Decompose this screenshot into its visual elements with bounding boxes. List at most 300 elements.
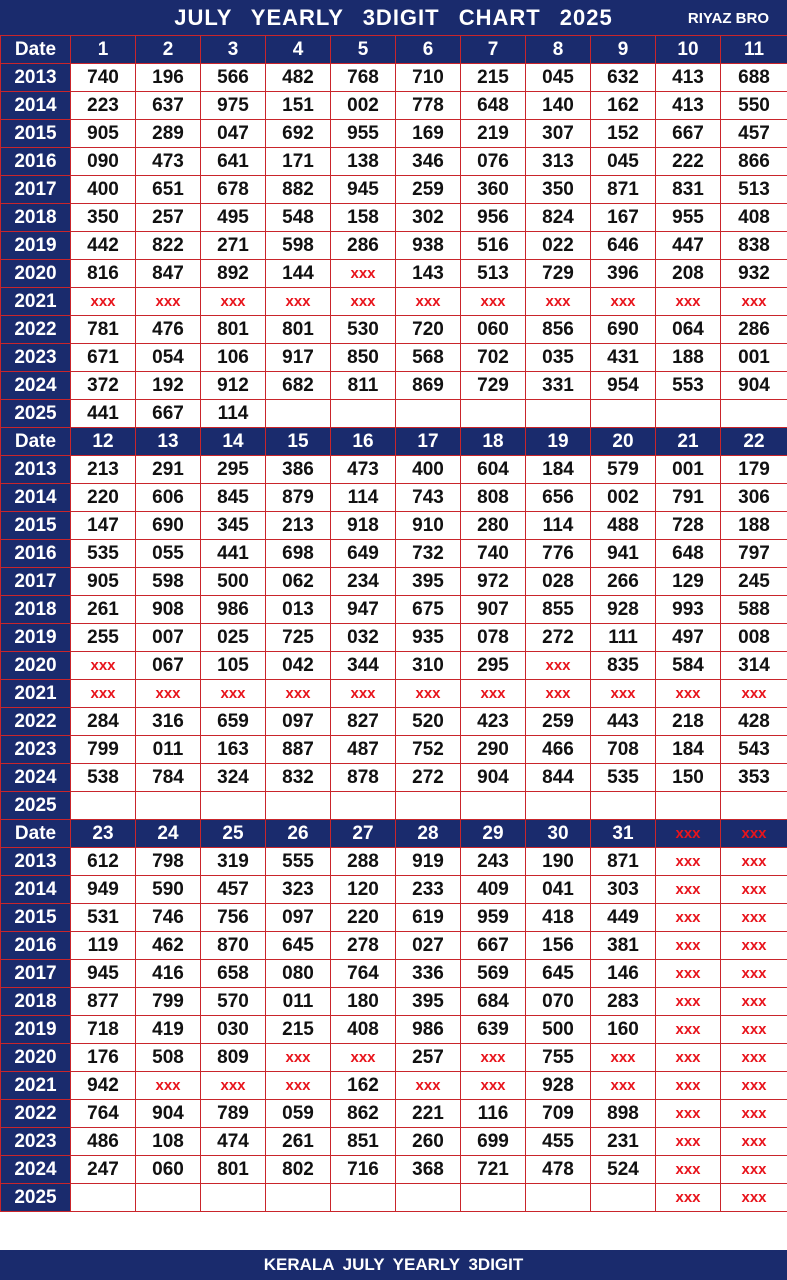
result-cell: 590 <box>136 876 201 904</box>
year-cell: 2016 <box>1 540 71 568</box>
table-row <box>1 568 787 596</box>
result-cell: xxx <box>721 932 787 960</box>
result-cell: 045 <box>526 64 591 92</box>
year-cell: 2015 <box>1 120 71 148</box>
result-cell: 482 <box>266 64 331 92</box>
result-cell: xxx <box>266 1044 331 1072</box>
result-cell: 314 <box>721 652 787 680</box>
result-cell: 234 <box>331 568 396 596</box>
result-cell: 645 <box>526 960 591 988</box>
result-cell: 692 <box>266 120 331 148</box>
result-cell: 001 <box>721 344 787 372</box>
result-cell: 151 <box>266 92 331 120</box>
result-cell: 261 <box>266 1128 331 1156</box>
day-header-cell: 25 <box>201 820 266 848</box>
result-cell: xxx <box>656 1156 721 1184</box>
result-cell: 856 <box>526 316 591 344</box>
day-header-cell: 24 <box>136 820 201 848</box>
table-row <box>1 176 787 204</box>
result-cell: 862 <box>331 1100 396 1128</box>
result-cell: 478 <box>526 1156 591 1184</box>
result-cell: 928 <box>526 1072 591 1100</box>
result-cell: 568 <box>396 344 461 372</box>
result-cell: 190 <box>526 848 591 876</box>
table-row <box>1 596 787 624</box>
result-cell: 316 <box>136 708 201 736</box>
result-cell: 171 <box>266 148 331 176</box>
table-row <box>1 512 787 540</box>
result-cell: 835 <box>591 652 656 680</box>
day-header-cell: 10 <box>656 36 721 64</box>
result-cell: 938 <box>396 232 461 260</box>
result-cell: 488 <box>591 512 656 540</box>
result-cell: 035 <box>526 344 591 372</box>
result-cell: 272 <box>526 624 591 652</box>
result-cell: 486 <box>71 1128 136 1156</box>
result-cell <box>136 792 201 820</box>
result-cell: 500 <box>526 1016 591 1044</box>
result-cell: 163 <box>201 736 266 764</box>
table-row <box>1 1184 787 1212</box>
result-cell: xxx <box>591 1072 656 1100</box>
result-cell: 768 <box>331 64 396 92</box>
result-cell: 162 <box>331 1072 396 1100</box>
result-cell: 905 <box>71 568 136 596</box>
result-cell: 538 <box>71 764 136 792</box>
result-cell: 278 <box>331 932 396 960</box>
result-cell: 064 <box>656 316 721 344</box>
result-cell: 959 <box>461 904 526 932</box>
result-cell: xxx <box>71 652 136 680</box>
result-cell: 986 <box>396 1016 461 1044</box>
day-header-cell: 5 <box>331 36 396 64</box>
table-row <box>1 932 787 960</box>
year-cell: 2022 <box>1 316 71 344</box>
result-cell: 400 <box>396 456 461 484</box>
result-cell: 632 <box>591 64 656 92</box>
result-cell <box>396 400 461 428</box>
result-cell: 907 <box>461 596 526 624</box>
result-cell: xxx <box>201 1072 266 1100</box>
table-row <box>1 792 787 820</box>
result-cell: 688 <box>721 64 787 92</box>
table-row <box>1 456 787 484</box>
table-row <box>1 1100 787 1128</box>
result-cell: 257 <box>136 204 201 232</box>
result-cell: xxx <box>721 960 787 988</box>
result-cell: 495 <box>201 204 266 232</box>
result-cell: 755 <box>526 1044 591 1072</box>
day-header-cell: 19 <box>526 428 591 456</box>
result-cell: 395 <box>396 988 461 1016</box>
result-cell: 871 <box>591 176 656 204</box>
result-cell: 368 <box>396 1156 461 1184</box>
result-cell: xxx <box>396 680 461 708</box>
result-cell: 708 <box>591 736 656 764</box>
result-cell: 871 <box>591 848 656 876</box>
result-cell: 910 <box>396 512 461 540</box>
result-cell: 176 <box>71 1044 136 1072</box>
result-cell: 866 <box>721 148 787 176</box>
result-cell: 350 <box>71 204 136 232</box>
result-cell: 070 <box>526 988 591 1016</box>
result-cell: 513 <box>461 260 526 288</box>
result-cell <box>656 792 721 820</box>
result-cell: 678 <box>201 176 266 204</box>
day-header-cell: 4 <box>266 36 331 64</box>
result-cell: 025 <box>201 624 266 652</box>
result-cell: 138 <box>331 148 396 176</box>
result-cell: xxx <box>656 1016 721 1044</box>
table-row <box>1 988 787 1016</box>
date-header-cell: Date <box>1 428 71 456</box>
result-cell: 917 <box>266 344 331 372</box>
year-cell: 2021 <box>1 288 71 316</box>
year-cell: 2022 <box>1 708 71 736</box>
result-cell: 222 <box>656 148 721 176</box>
year-cell: 2013 <box>1 64 71 92</box>
result-cell: xxx <box>266 1072 331 1100</box>
result-cell: 816 <box>71 260 136 288</box>
result-cell: 331 <box>526 372 591 400</box>
result-cell: 271 <box>201 232 266 260</box>
day-header-cell: 21 <box>656 428 721 456</box>
result-cell: 346 <box>396 148 461 176</box>
result-cell: xxx <box>526 652 591 680</box>
day-header-cell: 30 <box>526 820 591 848</box>
result-cell <box>526 1184 591 1212</box>
table-row <box>1 904 787 932</box>
result-cell: 042 <box>266 652 331 680</box>
result-cell: 219 <box>461 120 526 148</box>
result-cell: 855 <box>526 596 591 624</box>
result-cell: 105 <box>201 652 266 680</box>
table-row <box>1 848 787 876</box>
result-cell: 487 <box>331 736 396 764</box>
table-row <box>1 876 787 904</box>
result-cell: 725 <box>266 624 331 652</box>
result-cell: 500 <box>201 568 266 596</box>
result-cell: 598 <box>266 232 331 260</box>
result-cell: 869 <box>396 372 461 400</box>
result-cell: xxx <box>201 680 266 708</box>
year-cell: 2020 <box>1 652 71 680</box>
result-cell: 413 <box>656 64 721 92</box>
result-cell: 208 <box>656 260 721 288</box>
result-cell: xxx <box>656 904 721 932</box>
result-cell: xxx <box>656 876 721 904</box>
result-cell: xxx <box>721 988 787 1016</box>
result-cell: 257 <box>396 1044 461 1072</box>
result-cell: 535 <box>591 764 656 792</box>
result-cell: xxx <box>331 680 396 708</box>
day-header-cell: 9 <box>591 36 656 64</box>
result-cell: 184 <box>526 456 591 484</box>
result-cell: xxx <box>656 1184 721 1212</box>
result-cell: 781 <box>71 316 136 344</box>
result-cell: 160 <box>591 1016 656 1044</box>
result-cell <box>656 400 721 428</box>
table-row <box>1 764 787 792</box>
result-cell: 054 <box>136 344 201 372</box>
result-cell: xxx <box>136 288 201 316</box>
result-cell: 111 <box>591 624 656 652</box>
result-cell: 637 <box>136 92 201 120</box>
result-cell: 169 <box>396 120 461 148</box>
result-cell: 651 <box>136 176 201 204</box>
result-cell: 743 <box>396 484 461 512</box>
result-cell: 313 <box>526 148 591 176</box>
year-cell: 2019 <box>1 624 71 652</box>
result-cell: 641 <box>201 148 266 176</box>
result-cell: 233 <box>396 876 461 904</box>
result-cell: 284 <box>71 708 136 736</box>
date-header-cell: Date <box>1 36 71 64</box>
day-header-cell: 18 <box>461 428 526 456</box>
result-cell: 935 <box>396 624 461 652</box>
result-cell: 530 <box>331 316 396 344</box>
result-cell: xxx <box>656 680 721 708</box>
result-cell: xxx <box>656 1100 721 1128</box>
table-row <box>1 260 787 288</box>
result-cell: 192 <box>136 372 201 400</box>
result-cell: 947 <box>331 596 396 624</box>
result-cell: 449 <box>591 904 656 932</box>
year-cell: 2017 <box>1 176 71 204</box>
result-cell: 152 <box>591 120 656 148</box>
result-cell: 231 <box>591 1128 656 1156</box>
title-bar <box>0 0 787 35</box>
result-cell: 060 <box>136 1156 201 1184</box>
result-cell: 955 <box>331 120 396 148</box>
result-cell: 764 <box>331 960 396 988</box>
result-cell: 776 <box>526 540 591 568</box>
day-header-cell: 31 <box>591 820 656 848</box>
result-cell: 114 <box>331 484 396 512</box>
result-cell: xxx <box>136 680 201 708</box>
result-cell: 283 <box>591 988 656 1016</box>
result-cell: 129 <box>656 568 721 596</box>
table-row <box>1 64 787 92</box>
result-cell: 215 <box>266 1016 331 1044</box>
result-cell <box>461 400 526 428</box>
result-cell: 752 <box>396 736 461 764</box>
result-cell: 566 <box>201 64 266 92</box>
result-cell: 290 <box>461 736 526 764</box>
result-cell: 076 <box>461 148 526 176</box>
year-cell: 2017 <box>1 960 71 988</box>
day-header-cell: 7 <box>461 36 526 64</box>
footer-bar: KERALA JULY YEARLY 3DIGIT <box>0 1250 787 1280</box>
result-cell: 360 <box>461 176 526 204</box>
result-cell: 732 <box>396 540 461 568</box>
result-cell: 011 <box>136 736 201 764</box>
result-cell: 598 <box>136 568 201 596</box>
result-cell: 667 <box>656 120 721 148</box>
day-header-cell: 14 <box>201 428 266 456</box>
table-row <box>1 372 787 400</box>
result-cell: 462 <box>136 932 201 960</box>
result-cell: 904 <box>721 372 787 400</box>
year-cell: 2020 <box>1 260 71 288</box>
result-cell: xxx <box>331 288 396 316</box>
result-cell: xxx <box>461 1044 526 1072</box>
result-cell: 158 <box>331 204 396 232</box>
table-row <box>1 400 787 428</box>
result-cell: xxx <box>656 988 721 1016</box>
result-cell: 288 <box>331 848 396 876</box>
result-cell: 059 <box>266 1100 331 1128</box>
result-cell: 097 <box>266 708 331 736</box>
result-cell: 698 <box>266 540 331 568</box>
result-cell: 266 <box>591 568 656 596</box>
result-cell: 802 <box>266 1156 331 1184</box>
result-cell: 188 <box>721 512 787 540</box>
result-cell <box>461 1184 526 1212</box>
result-cell: 949 <box>71 876 136 904</box>
result-cell: 954 <box>591 372 656 400</box>
result-cell: xxx <box>656 288 721 316</box>
result-cell <box>396 792 461 820</box>
result-cell: 097 <box>266 904 331 932</box>
day-header-cell: 1 <box>71 36 136 64</box>
result-cell: 466 <box>526 736 591 764</box>
result-cell: 286 <box>721 316 787 344</box>
result-cell: 336 <box>396 960 461 988</box>
result-cell: 531 <box>71 904 136 932</box>
result-cell: 162 <box>591 92 656 120</box>
result-cell: 831 <box>656 176 721 204</box>
result-cell <box>591 792 656 820</box>
result-cell: xxx <box>461 1072 526 1100</box>
result-cell: 838 <box>721 232 787 260</box>
result-cell: 272 <box>396 764 461 792</box>
result-cell <box>136 1184 201 1212</box>
result-cell: 180 <box>331 988 396 1016</box>
result-cell: 395 <box>396 568 461 596</box>
result-cell: 729 <box>461 372 526 400</box>
result-cell: 524 <box>591 1156 656 1184</box>
result-cell: 032 <box>331 624 396 652</box>
result-cell: 898 <box>591 1100 656 1128</box>
result-cell: 570 <box>201 988 266 1016</box>
result-cell: 408 <box>721 204 787 232</box>
result-cell: 143 <box>396 260 461 288</box>
result-cell: 746 <box>136 904 201 932</box>
result-cell: 956 <box>461 204 526 232</box>
result-cell: 381 <box>591 932 656 960</box>
header-row <box>1 820 787 848</box>
year-cell: 2018 <box>1 204 71 232</box>
result-cell: 028 <box>526 568 591 596</box>
day-header-cell: 17 <box>396 428 461 456</box>
result-cell: 801 <box>201 316 266 344</box>
result-cell: 396 <box>591 260 656 288</box>
result-cell: 798 <box>136 848 201 876</box>
day-header-cell: 11 <box>721 36 787 64</box>
result-cell: xxx <box>721 680 787 708</box>
table-row <box>1 204 787 232</box>
day-header-cell: xxx <box>721 820 787 848</box>
table-row <box>1 344 787 372</box>
result-cell: 030 <box>201 1016 266 1044</box>
result-cell: 213 <box>71 456 136 484</box>
result-cell: 423 <box>461 708 526 736</box>
result-cell: 550 <box>721 92 787 120</box>
result-cell: xxx <box>591 680 656 708</box>
result-cell: xxx <box>461 288 526 316</box>
result-cell <box>331 792 396 820</box>
result-cell: 797 <box>721 540 787 568</box>
result-cell: 658 <box>201 960 266 988</box>
result-cell: 220 <box>331 904 396 932</box>
result-cell: 243 <box>461 848 526 876</box>
result-cell: 067 <box>136 652 201 680</box>
year-cell: 2017 <box>1 568 71 596</box>
result-cell: 809 <box>201 1044 266 1072</box>
result-cell <box>461 792 526 820</box>
result-cell <box>721 400 787 428</box>
result-cell: 144 <box>266 260 331 288</box>
year-cell: 2018 <box>1 988 71 1016</box>
result-cell: 413 <box>656 92 721 120</box>
result-cell: 516 <box>461 232 526 260</box>
result-cell: 728 <box>656 512 721 540</box>
result-cell: 167 <box>591 204 656 232</box>
result-cell: xxx <box>526 288 591 316</box>
table-row <box>1 484 787 512</box>
result-cell: 716 <box>331 1156 396 1184</box>
result-cell: 721 <box>461 1156 526 1184</box>
result-cell: xxx <box>331 1044 396 1072</box>
result-cell: 588 <box>721 596 787 624</box>
result-cell: 455 <box>526 1128 591 1156</box>
result-cell: 400 <box>71 176 136 204</box>
result-cell: 932 <box>721 260 787 288</box>
result-cell: 223 <box>71 92 136 120</box>
result-cell <box>526 400 591 428</box>
result-cell: 001 <box>656 456 721 484</box>
result-cell: 106 <box>201 344 266 372</box>
result-cell: 146 <box>591 960 656 988</box>
result-cell: 553 <box>656 372 721 400</box>
result-cell: 386 <box>266 456 331 484</box>
result-cell: xxx <box>136 1072 201 1100</box>
result-cell <box>591 400 656 428</box>
table-row <box>1 708 787 736</box>
result-cell: 078 <box>461 624 526 652</box>
result-cell: 060 <box>461 316 526 344</box>
result-cell: 062 <box>266 568 331 596</box>
table-row <box>1 148 787 176</box>
result-cell: 409 <box>461 876 526 904</box>
result-cell: 080 <box>266 960 331 988</box>
result-cell: 656 <box>526 484 591 512</box>
result-cell: 778 <box>396 92 461 120</box>
result-cell: 975 <box>201 92 266 120</box>
result-cell: 612 <box>71 848 136 876</box>
table-row <box>1 624 787 652</box>
year-cell: 2018 <box>1 596 71 624</box>
result-cell: 306 <box>721 484 787 512</box>
result-cell: xxx <box>461 680 526 708</box>
result-cell: 690 <box>136 512 201 540</box>
result-cell: 912 <box>201 372 266 400</box>
result-cell: 740 <box>71 64 136 92</box>
result-cell: 993 <box>656 596 721 624</box>
result-cell: xxx <box>656 1044 721 1072</box>
result-cell: 408 <box>331 1016 396 1044</box>
